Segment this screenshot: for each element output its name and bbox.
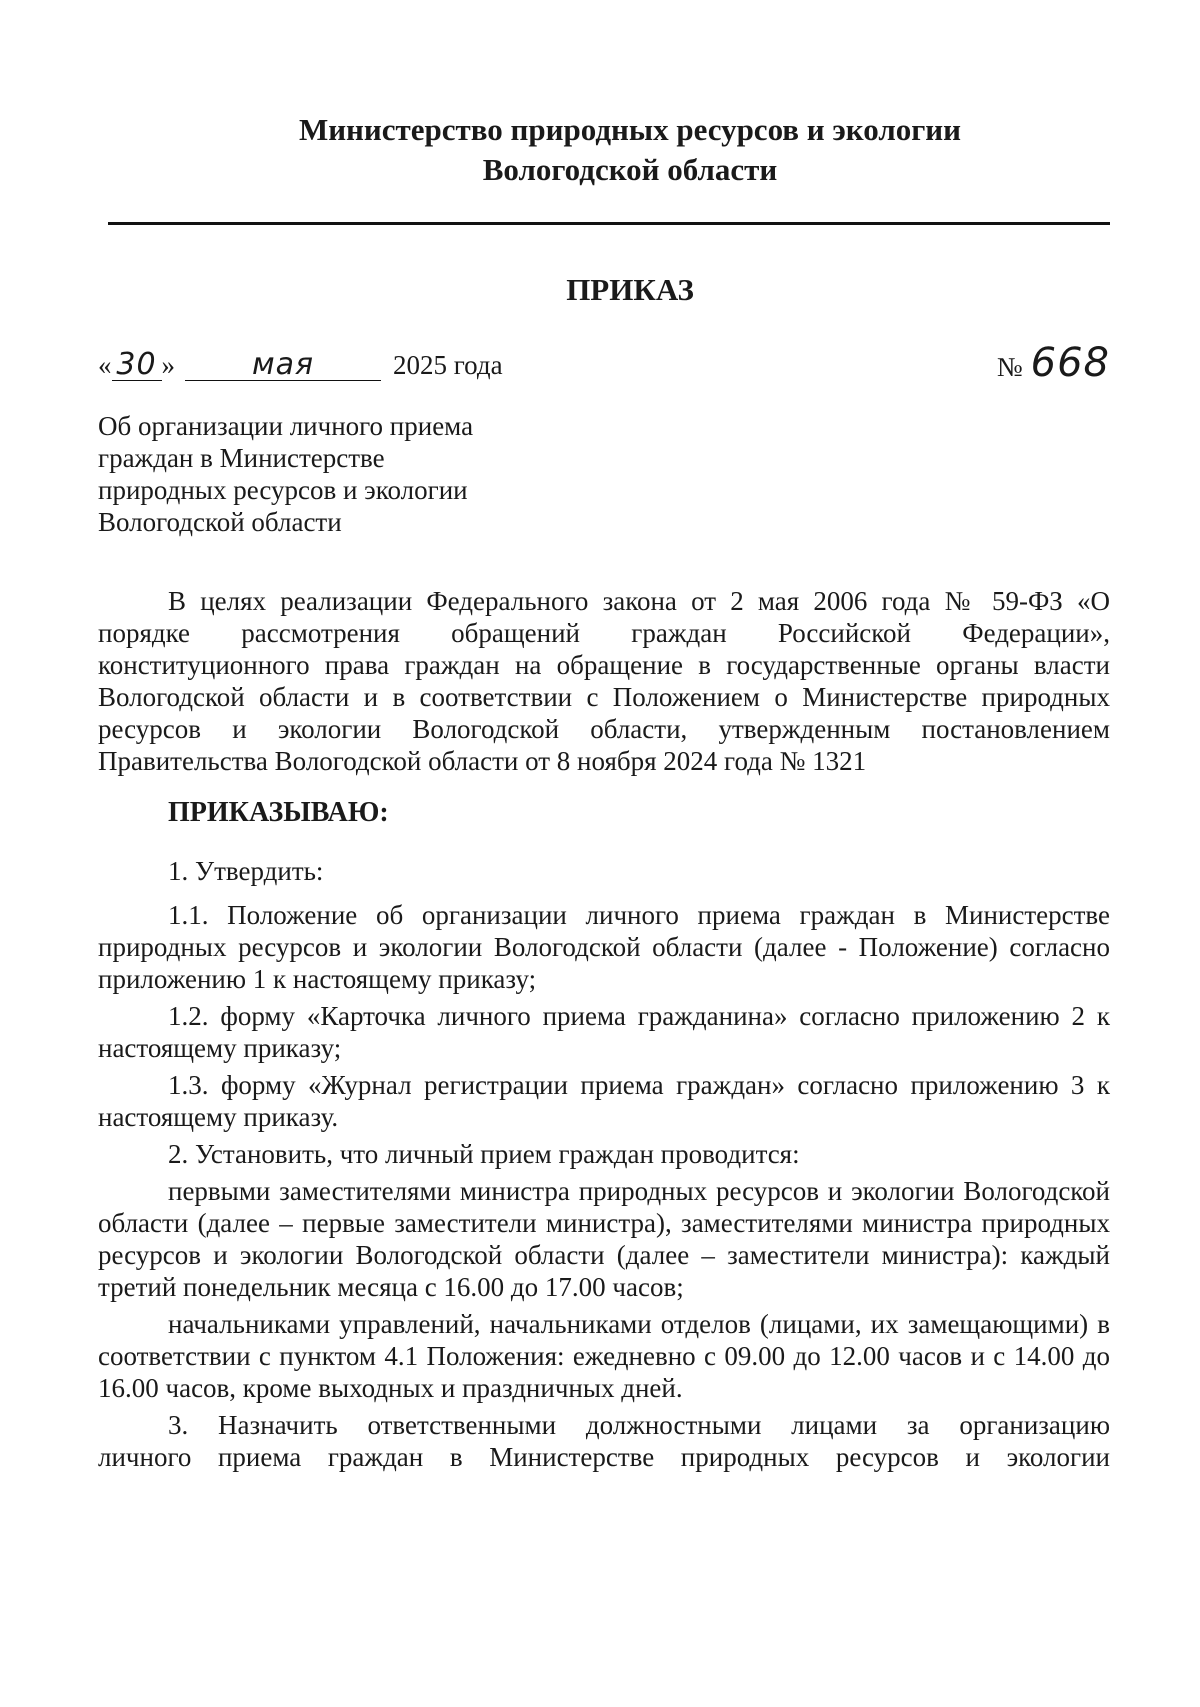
number-label: № [996,352,1023,382]
subject-line: граждан в Министерстве [98,443,385,473]
day-open-quote: « [98,350,112,380]
preamble-line: В целях реализации Федерального закона от 2 мая 2006 года № 59-ФЗ «О [168,586,1110,616]
order-number [997,340,1110,386]
ministry-header [0,110,1200,190]
item-1-2: 1.2. форму «Карточка личного приема гражданина» согласно приложению 2 к настоящему приказу; [98,1001,1110,1063]
month-field [185,347,381,382]
subject-line: Вологодской области [98,507,342,537]
order-date-number-row [98,340,1110,390]
day-close-quote: » [161,350,175,380]
month-handwritten: мая [251,347,315,382]
day-handwritten: 30 [116,347,157,382]
preamble-line: Вологодской области и в соответствии с Положением о Министерстве природных [98,682,1110,712]
ministry-name-line1: Министерство природных ресурсов и экологии [298,112,962,147]
item-2-first-deputies: первыми заместителями министра природных ресурсов и экологии Вологодской области (далее – первые заместители министра), заместителями министра природных ресурсов и экологии Вологодской области (далее – заместители министра): каждый третий понедельник месяца с 16.00 до 17.00 часов; [98,1176,1110,1302]
subject-line: Об организации личного приема [98,411,474,441]
preamble [98,585,1110,777]
decree-heading: ПРИКАЗЫВАЮ: [168,797,389,828]
preamble-line: Правительства Вологодской области от 8 ноября 2024 года № 1321 [98,746,867,776]
order-title: ПРИКАЗ [566,272,694,307]
order-body [98,585,1110,1473]
header-divider [108,222,1110,225]
item-3-line: личного приема граждан в Министерстве природных ресурсов и экологии [98,1442,1110,1472]
item-1-3: 1.3. форму «Журнал регистрации приема граждан» согласно приложению 3 к настоящему приказу. [98,1070,1110,1132]
order-subject [98,410,558,538]
subject-line: природных ресурсов и экологии [98,475,468,505]
item-2: 2. Установить, что личный прием граждан проводится: [168,1139,800,1169]
order-date [98,347,503,382]
number-handwritten: 668 [1030,340,1110,386]
item-1: 1. Утвердить: [168,856,324,886]
preamble-line: ресурсов и экологии Вологодской области, утвержденным постановлением [98,714,1110,744]
item-3-line: 3. Назначить ответственными должностными лицами за организацию [168,1410,1110,1440]
ministry-name-line2: Вологодской области [482,152,778,187]
day-field [112,347,162,382]
year-text: 2025 года [393,350,503,380]
preamble-line: порядке рассмотрения обращений граждан Российской Федерации», [98,618,1110,648]
preamble-line: конституционного права граждан на обращение в государственные органы власти [98,650,1110,680]
item-1-1: 1.1. Положение об организации личного приема граждан в Министерстве природных ресурсов и экологии Вологодской области (далее - Положение) согласно приложению 1 к настоящему приказу; [98,900,1110,994]
item-2-heads: начальниками управлений, начальниками отделов (лицами, их замещающими) в соответствии с пунктом 4.1 Положения: ежедневно с 09.00 до 12.00 часов и с 14.00 до 16.00 часов, кроме выходных и праздничных дней. [98,1309,1110,1403]
